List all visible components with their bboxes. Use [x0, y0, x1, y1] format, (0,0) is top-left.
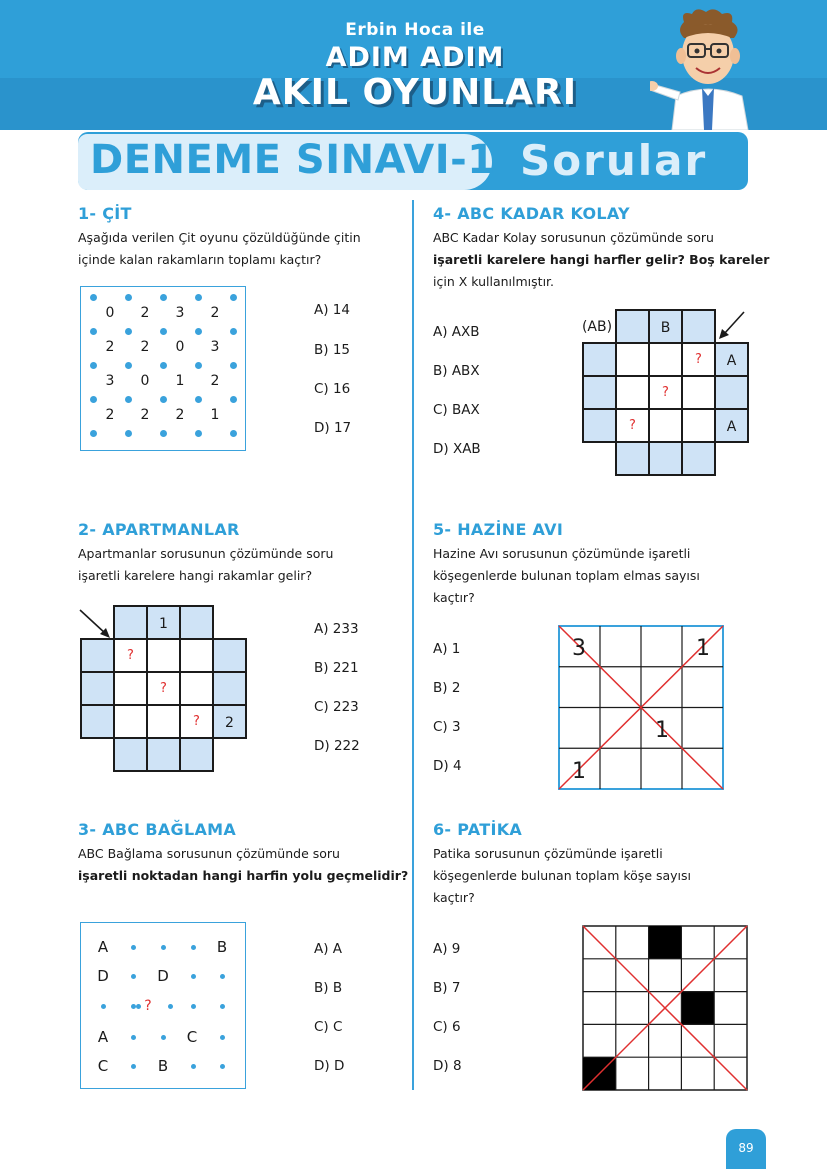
- page-header: [0, 0, 827, 130]
- lattice-dot: [131, 1035, 136, 1040]
- question-mark: ?: [144, 998, 152, 1014]
- option-c[interactable]: C) 16: [314, 381, 351, 397]
- lattice-dot: [90, 396, 97, 403]
- lattice-dot: [230, 362, 237, 369]
- cell-number: 1: [175, 373, 185, 389]
- question-1-text-line2: içinde kalan rakamların toplamı kaçtır?: [78, 252, 322, 267]
- letter-c: C: [97, 1057, 109, 1075]
- lattice-dot: [168, 1004, 173, 1009]
- option-a[interactable]: A) 14: [314, 302, 350, 318]
- lattice-dot: [90, 362, 97, 369]
- right-clue: 2: [225, 715, 234, 731]
- option-d[interactable]: D) 8: [433, 1058, 462, 1074]
- option-b[interactable]: B) 2: [433, 680, 461, 696]
- cell-number: 2: [175, 407, 185, 423]
- lattice-dot: [90, 430, 97, 437]
- cell-number: 1: [572, 759, 586, 784]
- lattice-dot: [230, 430, 237, 437]
- cell-number: 3: [105, 373, 115, 389]
- lattice-dot: [136, 1004, 141, 1009]
- question-3-text-line1: ABC Bağlama sorusunun çözümünde soru: [78, 846, 340, 861]
- option-c[interactable]: C) 3: [433, 719, 461, 735]
- header-line2: ADIM ADIM: [325, 42, 505, 73]
- question-4-text-line3: için X kullanılmıştır.: [433, 274, 555, 289]
- question-2-title: 2- APARTMANLAR: [78, 520, 240, 539]
- top-label: (AB): [581, 319, 613, 335]
- lattice-dot: [160, 396, 167, 403]
- lattice-dot: [191, 1004, 196, 1009]
- letter-d: D: [97, 967, 109, 985]
- question-mark: ?: [127, 648, 134, 663]
- question-mark: ?: [662, 385, 669, 400]
- cell-number: 1: [210, 407, 220, 423]
- letter-a: A: [97, 1028, 109, 1046]
- cell-number: 2: [210, 373, 220, 389]
- question-6-text-line1: Patika sorusunun çözümünde işaretli: [433, 846, 663, 861]
- lattice-dot: [131, 945, 136, 950]
- abc-easy-puzzle: [576, 304, 776, 476]
- question-4-text-line2: işaretli karelere hangi harfler gelir? Boş kareler: [433, 252, 770, 267]
- right-clue: A: [726, 353, 737, 369]
- lattice-dot: [195, 328, 202, 335]
- lattice-dot: [195, 294, 202, 301]
- option-c[interactable]: C) 223: [314, 699, 359, 715]
- question-mark: ?: [695, 352, 702, 367]
- cell-number: 2: [210, 305, 220, 321]
- option-a[interactable]: A) 9: [433, 941, 461, 957]
- lattice-dot: [160, 328, 167, 335]
- cell-number: 1: [655, 718, 669, 743]
- lattice-dot: [125, 328, 132, 335]
- question-6-text: [433, 843, 691, 909]
- lattice-dot: [131, 1064, 136, 1069]
- letter-a: A: [97, 938, 109, 956]
- option-b[interactable]: B) 7: [433, 980, 461, 996]
- lattice-dot: [195, 362, 202, 369]
- path-puzzle: [582, 925, 748, 1091]
- question-5-text: [433, 543, 700, 609]
- lattice-dot: [220, 1004, 225, 1009]
- option-c[interactable]: C) 6: [433, 1019, 461, 1035]
- option-b[interactable]: B) B: [314, 980, 343, 996]
- exam-title: DENEME SINAVI-1: [90, 137, 496, 183]
- question-4: [433, 204, 769, 293]
- lattice-dot: [90, 294, 97, 301]
- cell-number: 0: [105, 305, 115, 321]
- black-cell: [649, 926, 682, 959]
- lattice-dot: [160, 294, 167, 301]
- option-c[interactable]: C) BAX: [433, 402, 480, 418]
- lattice-dot: [191, 945, 196, 950]
- question-1: [78, 204, 361, 271]
- question-1-text-line1: Aşağıda verilen Çit oyunu çözüldüğünde çitin: [78, 230, 361, 245]
- question-2: [78, 520, 333, 587]
- question-6-text-line3: kaçtır?: [433, 890, 475, 905]
- mascot-illustration: [650, 8, 780, 130]
- lattice-dot: [160, 430, 167, 437]
- cell-number: 2: [140, 305, 150, 321]
- lattice-dot: [230, 396, 237, 403]
- cell-number: 3: [175, 305, 185, 321]
- lattice-dot: [230, 328, 237, 335]
- question-1-title: 1- ÇİT: [78, 204, 132, 223]
- option-d[interactable]: D) D: [314, 1058, 345, 1074]
- question-3-text: [78, 843, 408, 887]
- lattice-dot: [220, 974, 225, 979]
- top-clue: B: [660, 320, 671, 336]
- cell-number: 2: [105, 407, 115, 423]
- lattice-dot: [195, 396, 202, 403]
- option-b[interactable]: B) 221: [314, 660, 359, 676]
- lattice-dot: [125, 294, 132, 301]
- cell-number: 2: [140, 339, 150, 355]
- question-3-text-line2: işaretli noktadan hangi harfin yolu geçmelidir?: [78, 868, 409, 883]
- option-a[interactable]: A) A: [314, 941, 343, 957]
- cell-number: 0: [175, 339, 185, 355]
- question-2-text-line1: Apartmanlar sorusunun çözümünde soru: [78, 546, 334, 561]
- option-d[interactable]: D) XAB: [433, 441, 481, 457]
- fence-puzzle: [80, 286, 246, 451]
- lattice-dot: [191, 1064, 196, 1069]
- question-2-text-line2: işaretli karelere hangi rakamlar gelir?: [78, 568, 313, 583]
- question-4-title: 4- ABC KADAR KOLAY: [433, 204, 630, 223]
- option-b[interactable]: B) ABX: [433, 363, 480, 379]
- cell-number: 2: [105, 339, 115, 355]
- question-5-title: 5- HAZİNE AVI: [433, 520, 564, 539]
- option-d[interactable]: D) 222: [314, 738, 360, 754]
- page-number: 89: [726, 1129, 766, 1169]
- lattice-dot: [101, 1004, 106, 1009]
- column-divider: [412, 200, 414, 1090]
- header-line3: AKIL OYUNLARI: [252, 72, 578, 113]
- treasure-hunt-puzzle: [558, 625, 725, 791]
- question-6-text-line2: köşegenlerde bulunan toplam köşe sayısı: [433, 868, 692, 883]
- letter-c: C: [186, 1028, 198, 1046]
- question-5-text-line1: Hazine Avı sorusunun çözümünde işaretli: [433, 546, 691, 561]
- lattice-dot: [220, 1064, 225, 1069]
- question-mark: ?: [160, 681, 167, 696]
- letter-b: B: [157, 1057, 169, 1075]
- lattice-dot: [131, 974, 136, 979]
- right-clue: A: [726, 419, 737, 435]
- exam-subtitle: Sorular: [520, 136, 708, 185]
- cell-number: 3: [572, 636, 586, 661]
- question-4-text-line1: ABC Kadar Kolay sorusunun çözümünde soru: [433, 230, 714, 245]
- cell-number: 0: [140, 373, 150, 389]
- option-d[interactable]: D) 4: [433, 758, 462, 774]
- cell-number: 1: [696, 636, 710, 661]
- question-5-text-line2: köşegenlerde bulunan toplam elmas sayısı: [433, 568, 700, 583]
- question-mark: ?: [629, 418, 636, 433]
- lattice-dot: [220, 1035, 225, 1040]
- skyscraper-puzzle: [70, 598, 260, 778]
- lattice-dot: [125, 362, 132, 369]
- lattice-dot: [125, 396, 132, 403]
- option-c[interactable]: C) C: [314, 1019, 343, 1035]
- lattice-dot: [90, 328, 97, 335]
- question-mark: ?: [193, 714, 200, 729]
- question-3: [78, 820, 408, 887]
- cell-number: 3: [210, 339, 220, 355]
- lattice-dot: [125, 430, 132, 437]
- lattice-dot: [230, 294, 237, 301]
- option-d[interactable]: D) 17: [314, 420, 352, 436]
- cell-number: 2: [140, 407, 150, 423]
- question-5: [433, 520, 700, 609]
- lattice-dot: [191, 974, 196, 979]
- question-1-text: [78, 227, 361, 271]
- option-b[interactable]: B) 15: [314, 342, 350, 358]
- letter-b: B: [216, 938, 228, 956]
- option-a[interactable]: A) 233: [314, 621, 359, 637]
- option-a[interactable]: A) 1: [433, 641, 461, 657]
- abc-link-puzzle: [80, 922, 246, 1089]
- lattice-dot: [195, 430, 202, 437]
- question-3-title: 3- ABC BAĞLAMA: [78, 820, 237, 839]
- black-cell: [681, 992, 714, 1025]
- lattice-dot: [161, 1035, 166, 1040]
- lattice-dot: [160, 362, 167, 369]
- lattice-dot: [161, 945, 166, 950]
- question-6-title: 6- PATİKA: [433, 820, 523, 839]
- question-6: [433, 820, 691, 909]
- option-a[interactable]: A) AXB: [433, 324, 480, 340]
- top-clue: 1: [159, 616, 168, 632]
- question-5-text-line3: kaçtır?: [433, 590, 475, 605]
- letter-d: D: [157, 967, 169, 985]
- header-line1: Erbin Hoca ile: [345, 20, 485, 40]
- question-4-text: [433, 227, 769, 293]
- question-2-text: [78, 543, 333, 587]
